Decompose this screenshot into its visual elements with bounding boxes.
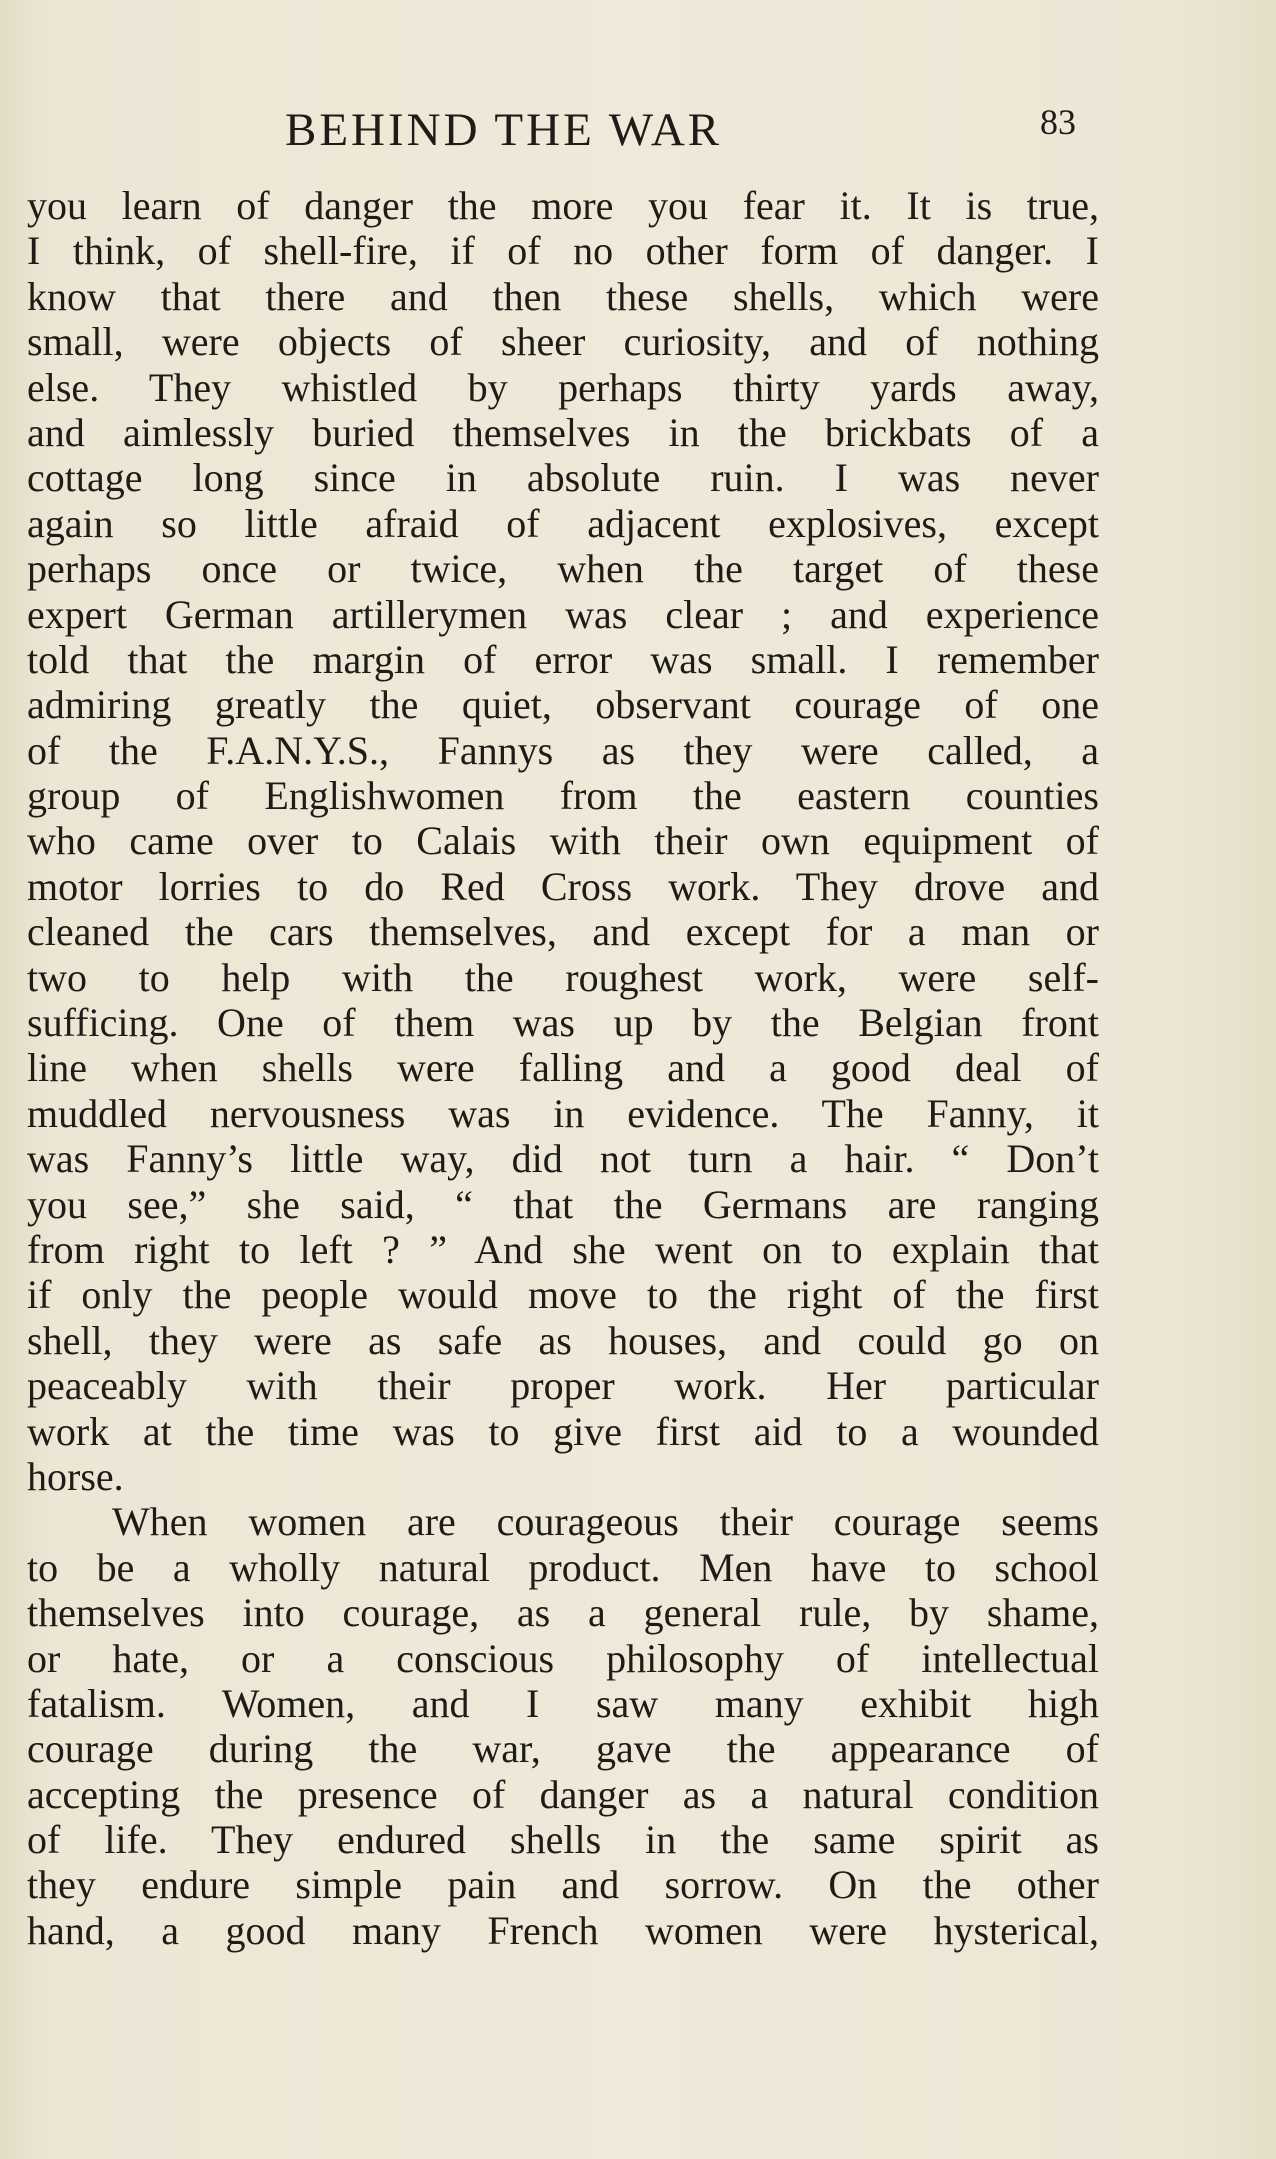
text-line: cleaned the cars themselves, and except for a man or [27, 909, 1099, 955]
text-line: perhaps once or twice, when the target of these [27, 546, 1099, 592]
body-text [27, 183, 1099, 1953]
text-line: else. They whistled by perhaps thirty yards away, [27, 364, 1099, 410]
text-line: cottage long since in absolute ruin. I was never [27, 455, 1099, 501]
text-line: you learn of danger the more you fear it. It is true, [27, 183, 1099, 228]
text-line: muddled nervousness was in evidence. The Fanny, it [27, 1090, 1099, 1136]
text-line: if only the people would move to the right of the first [27, 1272, 1099, 1318]
text-line: courage during the war, gave the appearance of [27, 1726, 1099, 1772]
text-line: motor lorries to do Red Cross work. They drove and [27, 863, 1099, 909]
running-title: BEHIND THE WAR [285, 104, 723, 156]
text-line: I think, of shell-fire, if of no other form of danger. I [27, 228, 1099, 274]
text-line: sufficing. One of them was up by the Belgian front [27, 1000, 1099, 1046]
text-line: you see,” she said, “ that the Germans are ranging [27, 1181, 1099, 1227]
text-line: and aimlessly buried themselves in the brickbats of a [27, 409, 1099, 455]
text-line: again so little afraid of adjacent explosives, except [27, 500, 1099, 546]
text-line: told that the margin of error was small. I remember [27, 636, 1099, 682]
text-line: shell, they were as safe as houses, and could go on [27, 1317, 1099, 1363]
text-line: hand, a good many French women were hysterical, [27, 1907, 1099, 1953]
text-line: expert German artillerymen was clear ; and experience [27, 591, 1099, 637]
text-line: two to help with the roughest work, were self- [27, 954, 1099, 1000]
text-line: line when shells were falling and a good deal of [27, 1045, 1099, 1091]
text-line: group of Englishwomen from the eastern counties [27, 773, 1099, 819]
text-line: accepting the presence of danger as a natural condition [27, 1771, 1099, 1817]
text-line: of the F.A.N.Y.S., Fannys as they were called, a [27, 727, 1099, 773]
text-line: small, were objects of sheer curiosity, and of nothing [27, 319, 1099, 365]
text-line: was Fanny’s little way, did not turn a hair. “ Don’t [27, 1136, 1099, 1182]
text-line: fatalism. Women, and I saw many exhibit high [27, 1680, 1099, 1726]
text-line: they endure simple pain and sorrow. On the other [27, 1862, 1099, 1908]
text-line: from right to left ? ” And she went on to explain that [27, 1226, 1099, 1272]
text-line: themselves into courage, as a general rule, by shame, [27, 1590, 1099, 1636]
text-line: who came over to Calais with their own equipment of [27, 818, 1099, 864]
page-number: 83 [1040, 102, 1076, 142]
text-line: to be a wholly natural product. Men have to school [27, 1544, 1099, 1590]
page-header [0, 100, 1276, 160]
text-line: know that there and then these shells, which were [27, 273, 1099, 319]
text-line: of life. They endured shells in the same spirit as [27, 1817, 1099, 1863]
paragraph-end-line: horse. [27, 1453, 124, 1499]
paragraph-start-line: When women are courageous their courage seems [112, 1499, 1099, 1545]
text-line: peaceably with their proper work. Her particular [27, 1363, 1099, 1409]
text-line: admiring greatly the quiet, observant courage of one [27, 682, 1099, 728]
text-line: work at the time was to give first aid to a wounded [27, 1408, 1099, 1454]
text-line: or hate, or a conscious philosophy of intellectual [27, 1635, 1099, 1681]
